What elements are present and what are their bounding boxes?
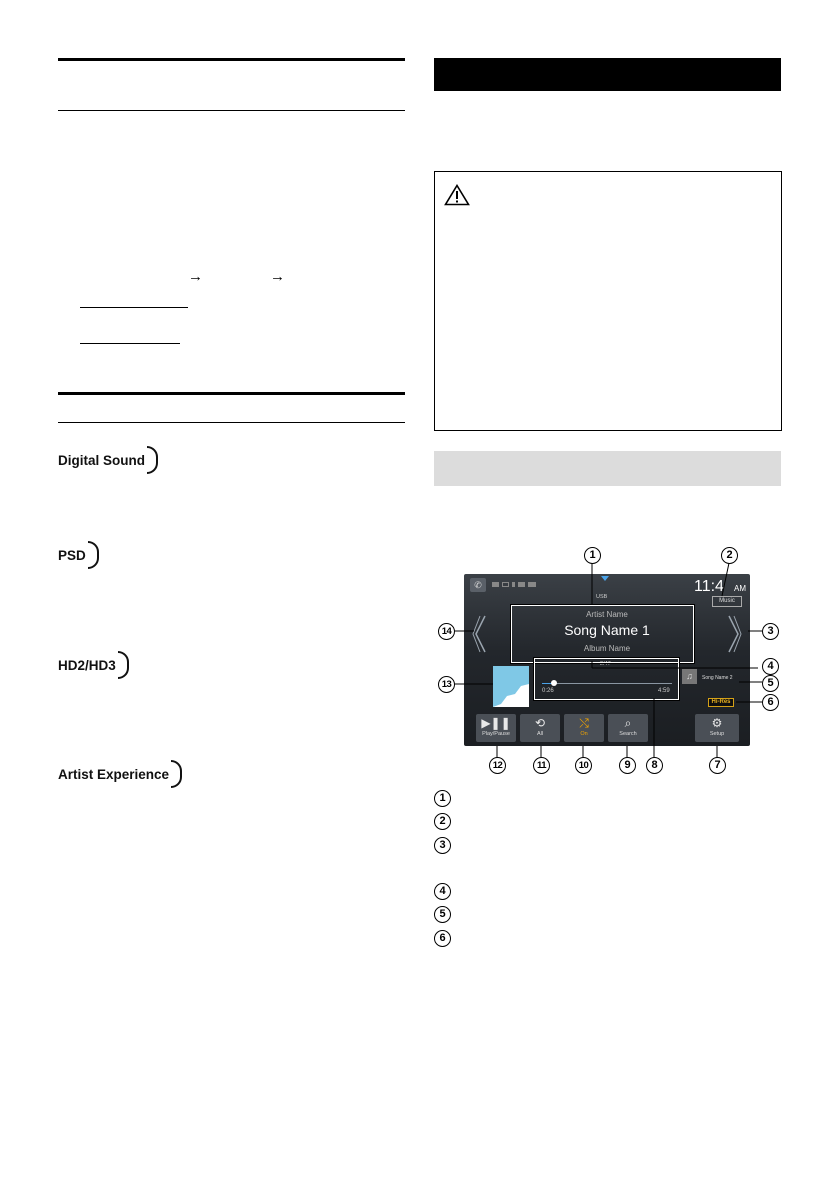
play-pause-button[interactable] [476,714,516,742]
search-icon: ⌕ [624,716,632,730]
callout-1: 1 [584,547,601,564]
digital-sound-logo [58,446,158,474]
step-arrow: → [270,268,285,285]
underline-1 [80,307,188,308]
song-name: Song Name 1 [564,622,650,638]
logo-arc [171,760,182,788]
logo-arc [147,446,158,474]
album-name: Album Name [583,644,631,653]
subsection-header-bar [434,451,781,486]
legend-number: 5 [434,906,451,923]
shuffle-icon: ⤭ [579,716,589,730]
psd-logo-text: PSD [58,547,86,563]
setup-label: Setup [709,731,725,737]
hd2-hd3-logo [58,651,129,679]
repeat-button[interactable] [520,714,560,742]
section-top-rule [58,58,405,61]
play-pause-label: Play/Pause [482,731,510,737]
next-song-thumb[interactable]: ♫ [682,669,697,684]
callout-13: 13 [438,676,455,693]
legend-number: 1 [434,790,451,807]
album-art[interactable] [493,666,529,707]
track-count: 2/47 [600,661,611,667]
callout-3: 3 [762,623,779,640]
section-top-rule-2 [58,392,405,395]
total-time: 4:59 [658,688,670,694]
callout-9: 9 [619,757,636,774]
artist-name: Artist Name [586,610,628,619]
digital-sound-logo-text: Digital Sound [58,452,145,468]
callout-8: 8 [646,757,663,774]
callout-7: 7 [709,757,726,774]
play-pause-icon: ▶❚❚ [481,716,511,730]
callout-12: 12 [489,757,506,774]
callout-14: 14 [438,623,455,640]
caution-box [434,171,782,431]
status-icons [492,582,536,587]
callout-11: 11 [533,757,550,774]
shuffle-button[interactable] [564,714,604,742]
search-button[interactable] [608,714,648,742]
legend-number: 6 [434,930,451,947]
callout-2: 2 [721,547,738,564]
warning-triangle-icon [444,184,470,206]
legend-number: 4 [434,883,451,900]
psd-logo [58,541,99,569]
hd2-hd3-logo-text: HD2/HD3 [58,657,116,673]
clock: 11:4 [694,578,724,595]
source-label: USB [596,594,608,600]
callout-6: 6 [762,694,779,711]
callout-4: 4 [762,658,779,675]
repeat-icon: ⟲ [534,716,546,730]
music-button[interactable]: Music [712,596,742,607]
section-thin-rule [58,110,405,111]
callout-5: 5 [762,675,779,692]
section-thin-rule-2 [58,422,405,423]
hi-res-badge: Hi-Res [708,698,734,707]
source-chevron-icon[interactable] [601,576,609,581]
elapsed-time: 0:26 [542,688,554,694]
section-header-bar [434,58,781,91]
artist-experience-logo-text: Artist Experience [58,766,170,782]
clock-ampm: AM [734,584,746,593]
artist-experience-logo [58,760,182,788]
phone-icon[interactable]: ✆ [470,578,486,592]
shuffle-label: On [580,731,588,737]
repeat-label: All [536,731,544,737]
info-frame [511,605,694,663]
legend-number: 2 [434,813,451,830]
step-arrow: → [188,268,203,285]
gear-icon: ⚙ [711,716,723,730]
next-song-name[interactable]: Song Name 2 [702,675,733,681]
callout-10: 10 [575,757,592,774]
logo-arc [118,651,129,679]
logo-arc [88,541,99,569]
underline-2 [80,343,180,344]
search-label: Search [619,731,637,737]
setup-button[interactable] [695,714,739,742]
legend-number: 3 [434,837,451,854]
progress-frame [534,658,679,700]
